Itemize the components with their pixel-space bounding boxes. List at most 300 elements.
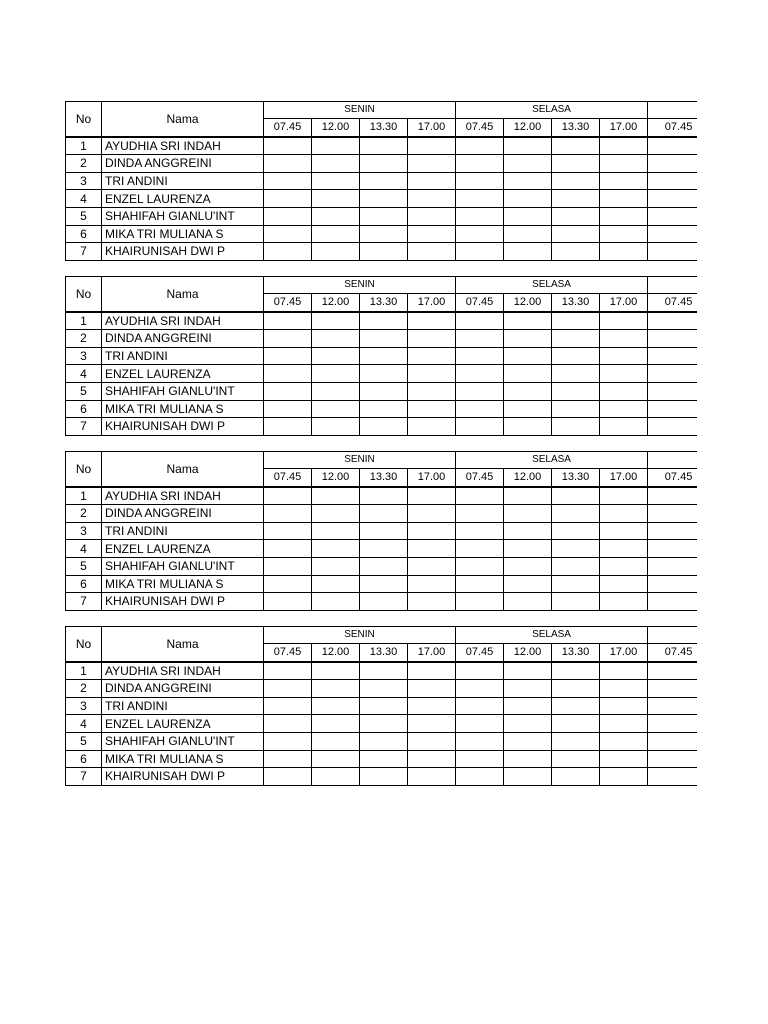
attendance-cell[interactable] [648, 575, 697, 593]
attendance-cell[interactable] [504, 522, 552, 540]
attendance-cell[interactable] [504, 715, 552, 733]
attendance-cell[interactable] [264, 155, 312, 173]
attendance-cell[interactable] [360, 225, 408, 243]
attendance-cell[interactable] [504, 768, 552, 786]
attendance-cell[interactable] [600, 172, 648, 190]
attendance-cell[interactable] [360, 365, 408, 383]
attendance-cell[interactable] [408, 312, 456, 330]
attendance-cell[interactable] [552, 172, 600, 190]
attendance-cell[interactable] [648, 400, 697, 418]
attendance-cell[interactable] [600, 540, 648, 558]
header-time: 13.30 [360, 644, 408, 662]
header-time: 17.00 [408, 294, 456, 312]
attendance-cell[interactable] [648, 715, 697, 733]
attendance-cell[interactable] [552, 312, 600, 330]
attendance-cell[interactable] [648, 172, 697, 190]
attendance-cell[interactable] [648, 382, 697, 400]
attendance-cell[interactable] [600, 487, 648, 505]
attendance-cell[interactable] [408, 190, 456, 208]
attendance-cell[interactable] [600, 207, 648, 225]
attendance-cell[interactable] [504, 225, 552, 243]
attendance-cell[interactable] [360, 190, 408, 208]
attendance-cell[interactable] [264, 593, 312, 611]
header-no: No [66, 627, 102, 662]
attendance-cell[interactable] [504, 557, 552, 575]
attendance-cell[interactable] [648, 662, 697, 680]
attendance-cell[interactable] [408, 207, 456, 225]
attendance-cell[interactable] [456, 418, 504, 436]
attendance-cell[interactable] [504, 732, 552, 750]
attendance-cell[interactable] [360, 243, 408, 261]
header-time: 17.00 [408, 469, 456, 487]
attendance-cell[interactable] [360, 505, 408, 523]
attendance-cell[interactable] [648, 680, 697, 698]
student-name: DINDA ANGGREINI [102, 680, 264, 698]
student-name: ENZEL LAURENZA [102, 540, 264, 558]
attendance-cell[interactable] [360, 312, 408, 330]
header-day-senin: SENIN [264, 102, 456, 119]
table-row [66, 697, 698, 715]
attendance-cell[interactable] [456, 190, 504, 208]
attendance-cell[interactable] [648, 750, 697, 768]
attendance-cell[interactable] [264, 505, 312, 523]
attendance-cell[interactable] [312, 312, 360, 330]
attendance-cell[interactable] [504, 540, 552, 558]
attendance-cell[interactable] [312, 137, 360, 155]
attendance-cell[interactable] [552, 522, 600, 540]
attendance-cell[interactable] [408, 715, 456, 733]
row-number: 7 [66, 418, 102, 436]
attendance-cell[interactable] [408, 662, 456, 680]
attendance-cell[interactable] [264, 697, 312, 715]
header-nama: Nama [102, 102, 264, 137]
attendance-cell[interactable] [264, 172, 312, 190]
attendance-cell[interactable] [456, 575, 504, 593]
attendance-cell[interactable] [456, 172, 504, 190]
attendance-cell[interactable] [456, 330, 504, 348]
attendance-cell[interactable] [408, 697, 456, 715]
student-name: KHAIRUNISAH DWI P [102, 593, 264, 611]
attendance-cell[interactable] [456, 137, 504, 155]
row-number: 6 [66, 575, 102, 593]
attendance-cell[interactable] [312, 225, 360, 243]
attendance-cell[interactable] [648, 418, 697, 436]
attendance-cell[interactable] [264, 347, 312, 365]
attendance-cell[interactable] [408, 172, 456, 190]
attendance-cell[interactable] [360, 137, 408, 155]
header-nama: Nama [102, 452, 264, 487]
attendance-cell[interactable] [264, 540, 312, 558]
header-time: 13.30 [360, 119, 408, 137]
attendance-cell[interactable] [648, 312, 697, 330]
attendance-cell[interactable] [456, 593, 504, 611]
attendance-cell[interactable] [552, 715, 600, 733]
attendance-cell[interactable] [264, 522, 312, 540]
attendance-cell[interactable] [552, 697, 600, 715]
attendance-cell[interactable] [504, 347, 552, 365]
attendance-cell[interactable] [600, 347, 648, 365]
attendance-cell[interactable] [408, 137, 456, 155]
table-row [66, 155, 698, 173]
attendance-cell[interactable] [552, 137, 600, 155]
attendance-cell[interactable] [360, 155, 408, 173]
attendance-cell[interactable] [312, 768, 360, 786]
attendance-cell[interactable] [600, 750, 648, 768]
attendance-cell[interactable] [264, 190, 312, 208]
table-row [66, 137, 698, 155]
attendance-cell[interactable] [408, 243, 456, 261]
attendance-cell[interactable] [312, 697, 360, 715]
attendance-cell[interactable] [264, 418, 312, 436]
attendance-cell[interactable] [552, 225, 600, 243]
attendance-cell[interactable] [648, 487, 697, 505]
attendance-cell[interactable] [312, 347, 360, 365]
attendance-cell[interactable] [264, 207, 312, 225]
attendance-cell[interactable] [408, 557, 456, 575]
attendance-cell[interactable] [264, 575, 312, 593]
attendance-cell[interactable] [456, 207, 504, 225]
table-row [66, 207, 698, 225]
attendance-cell[interactable] [648, 155, 697, 173]
attendance-cell[interactable] [456, 487, 504, 505]
attendance-cell[interactable] [312, 190, 360, 208]
attendance-cell[interactable] [312, 750, 360, 768]
attendance-cell[interactable] [312, 732, 360, 750]
attendance-cell[interactable] [552, 190, 600, 208]
table-row [66, 418, 698, 436]
attendance-cell[interactable] [504, 243, 552, 261]
attendance-cell[interactable] [360, 593, 408, 611]
attendance-cell[interactable] [600, 732, 648, 750]
attendance-cell[interactable] [360, 418, 408, 436]
attendance-cell[interactable] [456, 662, 504, 680]
attendance-cell[interactable] [600, 382, 648, 400]
attendance-cell[interactable] [312, 557, 360, 575]
attendance-cell[interactable] [504, 330, 552, 348]
attendance-cell[interactable] [552, 662, 600, 680]
header-day-senin: SENIN [264, 452, 456, 469]
attendance-cell[interactable] [504, 400, 552, 418]
attendance-cell[interactable] [312, 172, 360, 190]
attendance-cell[interactable] [600, 243, 648, 261]
attendance-cell[interactable] [264, 732, 312, 750]
attendance-cell[interactable] [552, 330, 600, 348]
attendance-cell[interactable] [504, 312, 552, 330]
attendance-cell[interactable] [600, 715, 648, 733]
attendance-cell[interactable] [552, 418, 600, 436]
attendance-cell[interactable] [456, 365, 504, 383]
student-name: TRI ANDINI [102, 347, 264, 365]
attendance-cell[interactable] [648, 137, 697, 155]
attendance-cell[interactable] [456, 505, 504, 523]
attendance-cell[interactable] [600, 155, 648, 173]
attendance-cell[interactable] [360, 207, 408, 225]
attendance-cell[interactable] [552, 540, 600, 558]
attendance-cell[interactable] [504, 680, 552, 698]
attendance-cell[interactable] [264, 750, 312, 768]
attendance-cell[interactable] [552, 347, 600, 365]
attendance-cell[interactable] [312, 207, 360, 225]
attendance-cell[interactable] [312, 243, 360, 261]
attendance-cell[interactable] [600, 557, 648, 575]
attendance-cell[interactable] [504, 662, 552, 680]
attendance-cell[interactable] [456, 750, 504, 768]
attendance-cell[interactable] [456, 243, 504, 261]
attendance-cell[interactable] [456, 347, 504, 365]
table-row [66, 172, 698, 190]
attendance-cell[interactable] [648, 557, 697, 575]
attendance-cell[interactable] [360, 715, 408, 733]
student-name: ENZEL LAURENZA [102, 190, 264, 208]
attendance-cell[interactable] [312, 505, 360, 523]
attendance-cell[interactable] [648, 540, 697, 558]
attendance-cell[interactable] [360, 172, 408, 190]
attendance-cell[interactable] [552, 487, 600, 505]
attendance-cell[interactable] [600, 418, 648, 436]
header-time: 13.30 [360, 469, 408, 487]
attendance-cell[interactable] [456, 155, 504, 173]
attendance-cell[interactable] [552, 575, 600, 593]
attendance-cell[interactable] [312, 522, 360, 540]
attendance-cell[interactable] [408, 418, 456, 436]
attendance-cell[interactable] [648, 225, 697, 243]
attendance-cell[interactable] [600, 137, 648, 155]
attendance-cell[interactable] [408, 593, 456, 611]
attendance-cell[interactable] [408, 347, 456, 365]
attendance-cell[interactable] [360, 487, 408, 505]
table-row [66, 243, 698, 261]
attendance-cell[interactable] [552, 382, 600, 400]
attendance-cell[interactable] [552, 680, 600, 698]
row-number: 7 [66, 593, 102, 611]
attendance-cell[interactable] [312, 487, 360, 505]
attendance-cell[interactable] [552, 732, 600, 750]
attendance-cell[interactable] [264, 680, 312, 698]
table-row [66, 487, 698, 505]
attendance-cell[interactable] [456, 557, 504, 575]
attendance-cell[interactable] [408, 382, 456, 400]
attendance-cell[interactable] [456, 715, 504, 733]
attendance-cell[interactable] [552, 768, 600, 786]
attendance-grid [65, 451, 697, 611]
attendance-cell[interactable] [360, 697, 408, 715]
attendance-cell[interactable] [456, 680, 504, 698]
attendance-cell[interactable] [600, 505, 648, 523]
table-row [66, 382, 698, 400]
attendance-cell[interactable] [552, 557, 600, 575]
attendance-cell[interactable] [456, 382, 504, 400]
row-number: 6 [66, 225, 102, 243]
attendance-cell[interactable] [360, 768, 408, 786]
attendance-cell[interactable] [360, 575, 408, 593]
attendance-cell[interactable] [504, 593, 552, 611]
attendance-cell[interactable] [456, 522, 504, 540]
attendance-cell[interactable] [600, 330, 648, 348]
header-nama: Nama [102, 277, 264, 312]
attendance-cell[interactable] [408, 680, 456, 698]
header-time: 13.30 [552, 469, 600, 487]
student-name: SHAHIFAH GIANLU'INT [102, 382, 264, 400]
attendance-cell[interactable] [360, 347, 408, 365]
attendance-cell[interactable] [600, 697, 648, 715]
attendance-cell[interactable] [408, 225, 456, 243]
attendance-cell[interactable] [456, 732, 504, 750]
table-row [66, 312, 698, 330]
attendance-cell[interactable] [264, 662, 312, 680]
attendance-cell[interactable] [504, 382, 552, 400]
attendance-cell[interactable] [648, 347, 697, 365]
row-number: 1 [66, 312, 102, 330]
attendance-cell[interactable] [600, 662, 648, 680]
attendance-cell[interactable] [504, 575, 552, 593]
attendance-cell[interactable] [360, 382, 408, 400]
header-no: No [66, 452, 102, 487]
attendance-cell[interactable] [648, 207, 697, 225]
attendance-cell[interactable] [504, 172, 552, 190]
attendance-cell[interactable] [504, 365, 552, 383]
attendance-cell[interactable] [600, 522, 648, 540]
student-name: DINDA ANGGREINI [102, 505, 264, 523]
attendance-cell[interactable] [360, 662, 408, 680]
header-time: 12.00 [312, 644, 360, 662]
attendance-cell[interactable] [264, 487, 312, 505]
attendance-cell[interactable] [600, 768, 648, 786]
attendance-cell[interactable] [360, 330, 408, 348]
attendance-cell[interactable] [600, 680, 648, 698]
attendance-cell[interactable] [504, 190, 552, 208]
attendance-cell[interactable] [312, 540, 360, 558]
attendance-cell[interactable] [360, 400, 408, 418]
attendance-cell[interactable] [552, 593, 600, 611]
attendance-cell[interactable] [264, 365, 312, 383]
attendance-cell[interactable] [456, 540, 504, 558]
attendance-cell[interactable] [264, 400, 312, 418]
attendance-cell[interactable] [600, 593, 648, 611]
attendance-cell[interactable] [408, 330, 456, 348]
attendance-cell[interactable] [408, 505, 456, 523]
attendance-cell[interactable] [456, 400, 504, 418]
attendance-cell[interactable] [600, 365, 648, 383]
attendance-cell[interactable] [456, 697, 504, 715]
attendance-cell[interactable] [312, 418, 360, 436]
attendance-cell[interactable] [312, 155, 360, 173]
attendance-cell[interactable] [552, 400, 600, 418]
attendance-cell[interactable] [648, 522, 697, 540]
student-name: DINDA ANGGREINI [102, 155, 264, 173]
attendance-cell[interactable] [408, 540, 456, 558]
attendance-cell[interactable] [456, 312, 504, 330]
attendance-cell[interactable] [312, 330, 360, 348]
attendance-cell[interactable] [360, 522, 408, 540]
attendance-cell[interactable] [504, 750, 552, 768]
attendance-cell[interactable] [408, 768, 456, 786]
attendance-cell[interactable] [552, 243, 600, 261]
attendance-cell[interactable] [648, 768, 697, 786]
attendance-cell[interactable] [360, 557, 408, 575]
attendance-cell[interactable] [648, 365, 697, 383]
attendance-cell[interactable] [360, 732, 408, 750]
header-time: 07.45 [264, 119, 312, 137]
row-number: 1 [66, 137, 102, 155]
attendance-cell[interactable] [312, 593, 360, 611]
header-time: 07.45 [456, 119, 504, 137]
attendance-cell[interactable] [456, 768, 504, 786]
row-number: 3 [66, 347, 102, 365]
header-day-next [648, 452, 697, 469]
attendance-cell[interactable] [600, 312, 648, 330]
attendance-cell[interactable] [264, 382, 312, 400]
attendance-cell[interactable] [504, 487, 552, 505]
attendance-cell[interactable] [456, 225, 504, 243]
attendance-cell[interactable] [600, 400, 648, 418]
attendance-cell[interactable] [600, 575, 648, 593]
attendance-cell[interactable] [264, 225, 312, 243]
attendance-cell[interactable] [360, 680, 408, 698]
attendance-cell[interactable] [552, 155, 600, 173]
row-number: 5 [66, 557, 102, 575]
attendance-cell[interactable] [504, 418, 552, 436]
attendance-cell[interactable] [360, 750, 408, 768]
attendance-cell[interactable] [648, 243, 697, 261]
attendance-cell[interactable] [504, 155, 552, 173]
attendance-cell[interactable] [504, 697, 552, 715]
attendance-cell[interactable] [264, 557, 312, 575]
attendance-cell[interactable] [264, 330, 312, 348]
attendance-cell[interactable] [312, 662, 360, 680]
student-name: SHAHIFAH GIANLU'INT [102, 732, 264, 750]
attendance-cell[interactable] [648, 732, 697, 750]
attendance-cell[interactable] [552, 750, 600, 768]
attendance-cell[interactable] [312, 575, 360, 593]
attendance-cell[interactable] [552, 505, 600, 523]
attendance-cell[interactable] [408, 487, 456, 505]
attendance-cell[interactable] [312, 400, 360, 418]
attendance-cell[interactable] [552, 365, 600, 383]
attendance-cell[interactable] [264, 312, 312, 330]
attendance-cell[interactable] [312, 715, 360, 733]
attendance-cell[interactable] [312, 365, 360, 383]
attendance-cell[interactable] [408, 365, 456, 383]
attendance-cell[interactable] [648, 505, 697, 523]
attendance-cell[interactable] [264, 243, 312, 261]
attendance-cell[interactable] [264, 768, 312, 786]
attendance-cell[interactable] [600, 225, 648, 243]
attendance-cell[interactable] [648, 593, 697, 611]
attendance-cell[interactable] [264, 137, 312, 155]
attendance-cell[interactable] [408, 575, 456, 593]
attendance-cell[interactable] [264, 715, 312, 733]
attendance-cell[interactable] [408, 400, 456, 418]
attendance-cell[interactable] [408, 732, 456, 750]
attendance-cell[interactable] [504, 207, 552, 225]
attendance-cell[interactable] [648, 330, 697, 348]
attendance-cell[interactable] [648, 697, 697, 715]
attendance-cell[interactable] [360, 540, 408, 558]
attendance-cell[interactable] [600, 190, 648, 208]
attendance-cell[interactable] [408, 750, 456, 768]
attendance-cell[interactable] [504, 137, 552, 155]
attendance-cell[interactable] [312, 382, 360, 400]
header-time: 07.45 [648, 119, 697, 137]
header-time: 13.30 [552, 119, 600, 137]
attendance-cell[interactable] [408, 155, 456, 173]
attendance-cell[interactable] [408, 522, 456, 540]
attendance-cell[interactable] [504, 505, 552, 523]
attendance-cell[interactable] [552, 207, 600, 225]
attendance-cell[interactable] [312, 680, 360, 698]
header-time: 17.00 [600, 469, 648, 487]
attendance-cell[interactable] [648, 190, 697, 208]
